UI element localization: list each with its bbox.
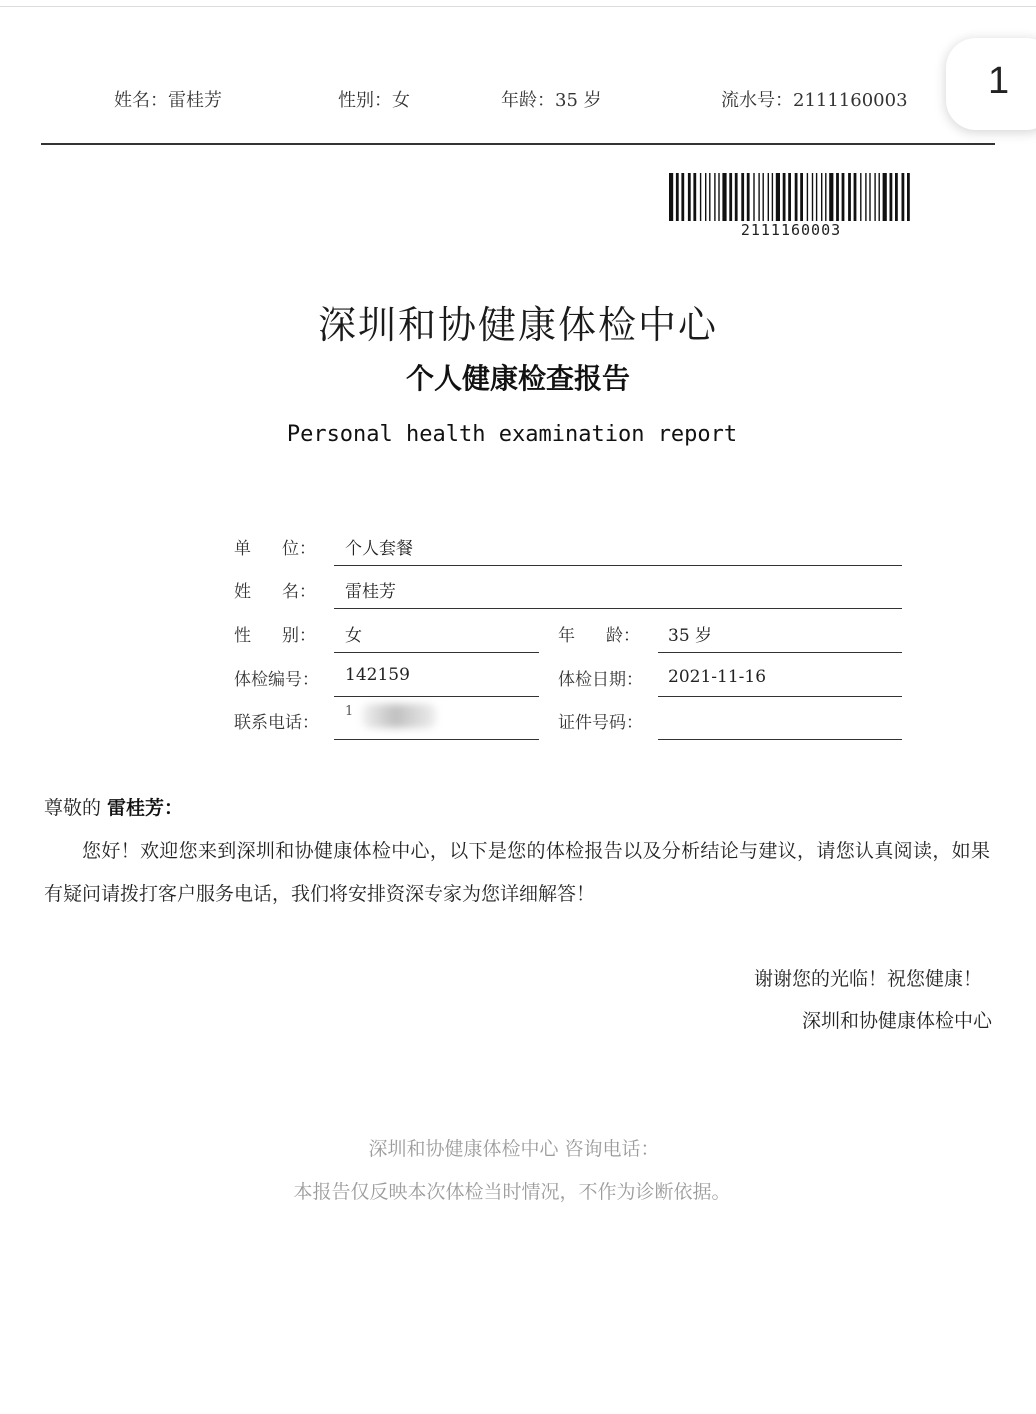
barcode-bar	[722, 173, 726, 221]
barcode-bar	[883, 173, 887, 221]
exam-no-label: 体检编号：	[234, 670, 319, 690]
header-gender: 性别：女	[338, 90, 410, 111]
barcode-bar	[895, 173, 898, 221]
exam-no-underline	[334, 696, 539, 697]
salutation: 尊敬的 雷桂芳：	[44, 797, 184, 819]
barcode-bar	[772, 173, 773, 221]
barcode-bar	[788, 173, 791, 221]
exam-date-label: 体检日期：	[558, 670, 643, 690]
center-name-title: 深圳和协健康体检中心	[317, 303, 718, 347]
barcode-bar	[681, 173, 684, 221]
barcode-bar	[709, 173, 710, 221]
barcode-bar	[693, 173, 696, 221]
barcode-bar	[676, 173, 679, 221]
phone-underline	[334, 739, 539, 740]
header-age: 年龄：35 岁	[501, 90, 602, 111]
name-value: 雷桂芳	[345, 582, 396, 602]
barcode-bar	[869, 173, 870, 221]
gender-label: 性 别：	[234, 626, 316, 646]
gender-value: 女	[345, 626, 362, 646]
barcode-bar	[741, 173, 744, 221]
barcode-bar	[714, 173, 715, 221]
unit-underline	[334, 565, 902, 566]
exam-date-value: 2021-11-16	[668, 667, 767, 687]
barcode-bar	[829, 173, 833, 221]
barcode-bar	[700, 173, 701, 221]
header-rule	[41, 143, 995, 145]
barcode-bar	[836, 173, 839, 221]
barcode-bar	[825, 173, 826, 221]
barcode-bar	[890, 173, 893, 221]
thanks-line: 谢谢您的光临！祝您健康！	[753, 968, 982, 990]
name-label: 姓 名：	[234, 582, 316, 602]
barcode-bar	[907, 173, 910, 221]
name-underline	[334, 608, 902, 609]
barcode-bar	[718, 173, 719, 221]
barcode-bar	[842, 173, 845, 221]
phone-label: 联系电话：	[234, 713, 319, 733]
barcode-bar	[705, 173, 706, 221]
redaction-blur	[362, 704, 436, 728]
unit-value: 个人套餐	[345, 539, 413, 559]
gender-underline	[334, 652, 539, 653]
page-number: 1	[988, 60, 1010, 102]
recipient-name: 雷桂芳：	[107, 797, 184, 819]
barcode-bar	[865, 173, 866, 221]
barcode-bar	[729, 173, 732, 221]
barcode-bar	[783, 173, 786, 221]
barcode-bar	[816, 173, 817, 221]
barcode-bar	[854, 173, 857, 221]
barcode-bar	[747, 173, 750, 221]
barcode	[667, 173, 915, 221]
barcode-bar	[776, 173, 780, 221]
barcode-bar	[848, 173, 851, 221]
barcode-bar	[821, 173, 822, 221]
header-name: 姓名：雷桂芳	[114, 90, 222, 111]
id-no-underline	[658, 739, 902, 740]
footer-disclaimer: 本报告仅反映本次体检当时情况，不作为诊断依据。	[293, 1181, 731, 1203]
barcode-bar	[807, 173, 808, 221]
barcode-bar	[768, 173, 769, 221]
barcode-bar	[879, 173, 880, 221]
barcode-bar	[795, 173, 798, 221]
phone-value: 1	[345, 704, 354, 719]
exam-no-value: 142159	[345, 665, 410, 685]
barcode-bar	[874, 173, 875, 221]
barcode-bar	[902, 173, 905, 221]
footer-contact: 深圳和协健康体检中心 咨询电话：	[368, 1138, 660, 1160]
signature: 深圳和协健康体检中心	[801, 1010, 992, 1032]
barcode-bar	[860, 173, 861, 221]
letter-body: 您好！欢迎您来到深圳和协健康体检中心，以下是您的体检报告以及分析结论与建议，请您认真阅读，如果有疑问请拨打客户服务电话，我们将安排资深专家为您详细解答！	[44, 840, 990, 905]
age-label: 年 龄：	[558, 626, 640, 646]
barcode-bar	[688, 173, 691, 221]
barcode-bar	[800, 173, 803, 221]
barcode-bar	[812, 173, 813, 221]
report-title-en: Personal health examination report	[286, 422, 738, 447]
top-border	[0, 6, 1036, 7]
unit-label: 单 位：	[234, 539, 316, 559]
barcode-bar	[735, 173, 738, 221]
exam-date-underline	[658, 696, 902, 697]
barcode-number: 2111160003	[740, 221, 842, 239]
barcode-bar	[758, 173, 759, 221]
report-title: 个人健康检查报告	[405, 362, 630, 395]
header-serial: 流水号：2111160003	[721, 90, 908, 111]
barcode-bar	[669, 173, 673, 221]
age-value: 35 岁	[668, 626, 713, 646]
id-no-label: 证件号码：	[558, 713, 643, 733]
page-number-badge	[946, 38, 1036, 130]
barcode-bar	[753, 173, 754, 221]
barcode-bar	[763, 173, 764, 221]
age-underline	[658, 652, 902, 653]
